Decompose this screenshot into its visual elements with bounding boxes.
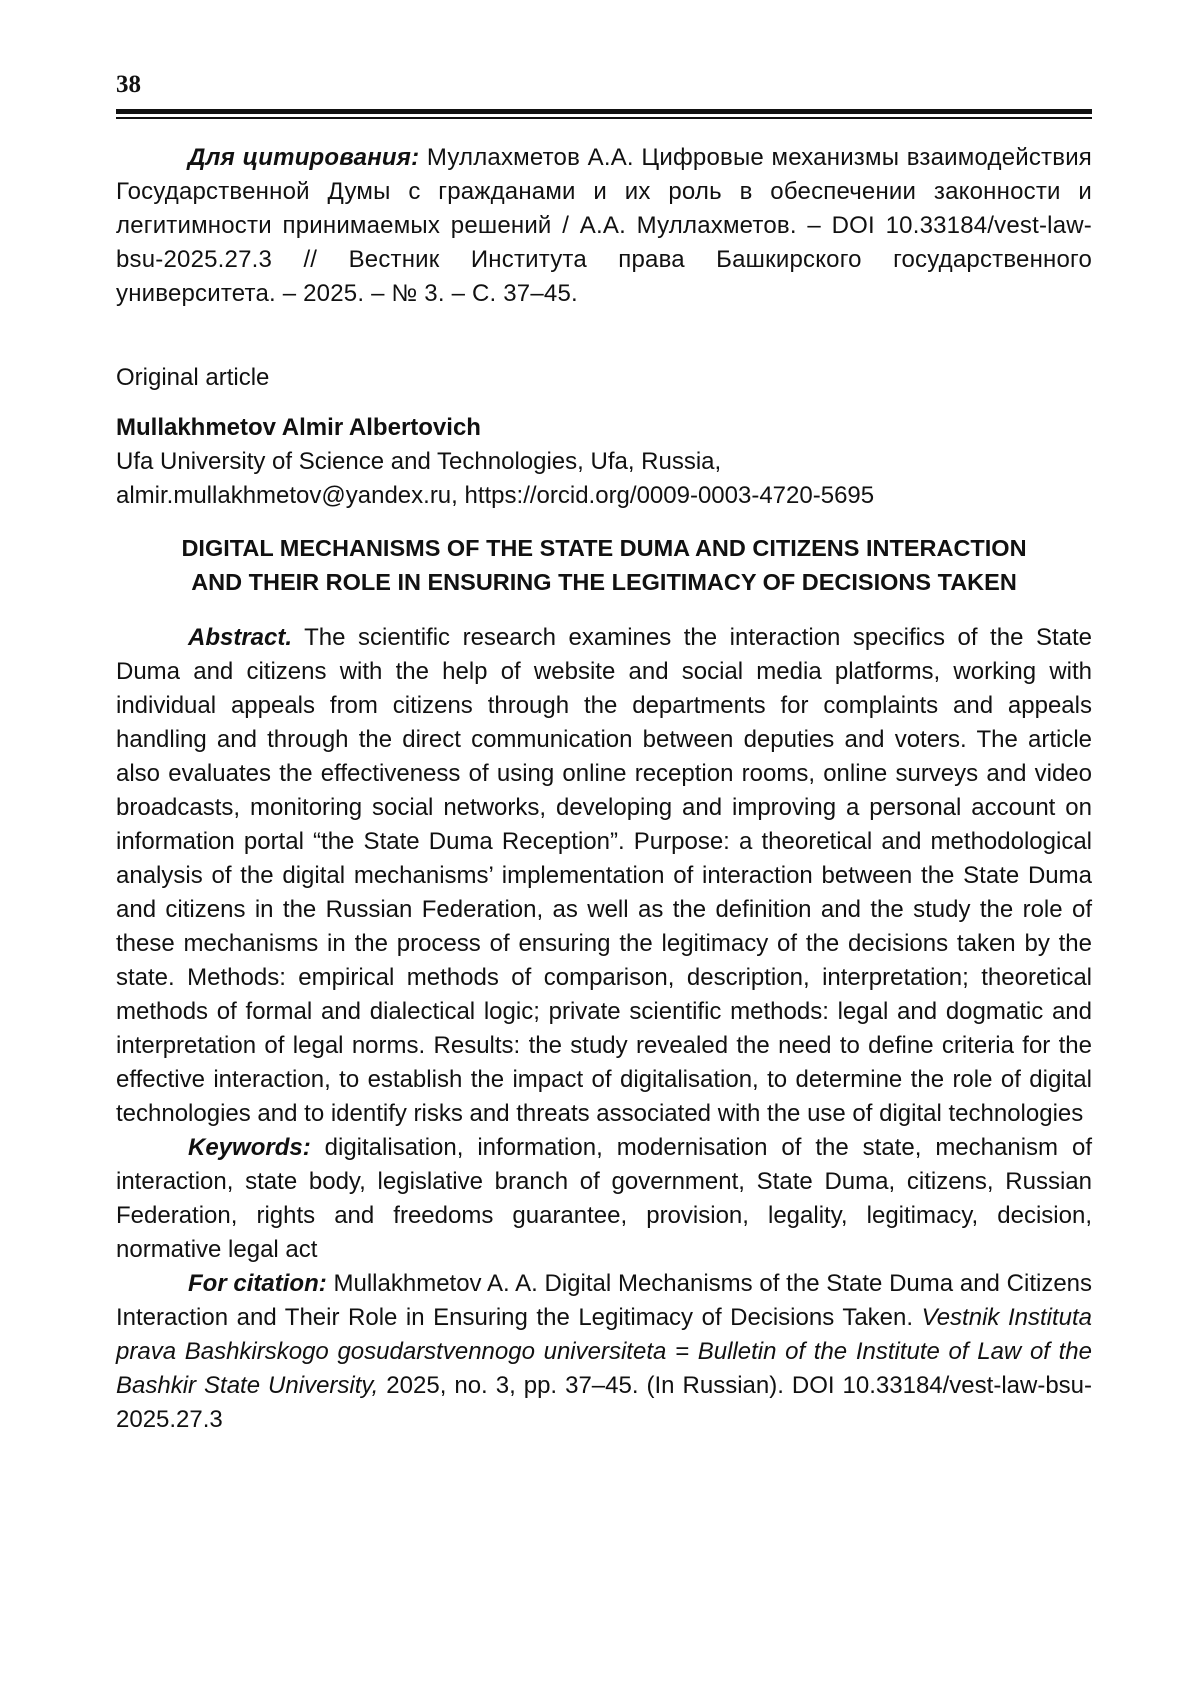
keywords	[116, 1131, 1092, 1267]
keywords-text: digitalisation, information, modernisation of the state, mechanism of interaction, state body, legislative branch of government, State Duma, citizens, Russian Federation, rights and freedoms guarantee, provision, legality, legitimacy, decision, normative legal act	[116, 1134, 1092, 1263]
keywords-lead: Keywords:	[188, 1134, 311, 1161]
spacer	[116, 599, 1092, 621]
citation-ru	[116, 141, 1092, 311]
header-rule-thin	[116, 117, 1092, 119]
article-type: Original article	[116, 364, 270, 391]
spacer	[116, 513, 1092, 531]
citation-en	[116, 1267, 1092, 1437]
citation-ru-text: Муллахметов А.А. Цифровые механизмы взаимодействия Государственной Думы с гражданами и их роль в обеспечении законности и легитимности принимаемых решений / А.А. Муллахметов. – DOI 10.33184/vest-law-bsu-2025.27.3 // Вестник Института права Башкирского государственного университета. – 2025. – № 3. – С. 37–45.	[116, 144, 1093, 307]
author-name: Mullakhmetov Almir Albertovich	[116, 414, 481, 441]
citation-en-text-after: 2025, no. 3, pp. 37–45. (In Russian). DOI 10.33184/vest-law-bsu-2025.27.3	[116, 1372, 1093, 1433]
citation-en-journal: Vestnik Instituta prava Bashkirskogo gosudarstvennogo universiteta = Bulletin of the Institute of Law of the Bashkir State University,	[116, 1304, 1093, 1399]
citation-en-text-before: Mullakhmetov A. A. Digital Mechanisms of the State Duma and Citizens Interaction and Their Role in Ensuring the Legitimacy of Decisions Taken.	[116, 1270, 1093, 1331]
article-title	[116, 531, 1092, 599]
article-title-line-1: DIGITAL MECHANISMS OF THE STATE DUMA AND CITIZENS INTERACTION	[181, 535, 1027, 561]
spacer	[116, 311, 1092, 361]
author-contacts: almir.mullakhmetov@yandex.ru, https://orcid.org/0009-0003-4720-5695	[116, 482, 875, 509]
spacer	[116, 395, 1092, 411]
article-title-line-2: AND THEIR ROLE IN ENSURING THE LEGITIMACY OF DECISIONS TAKEN	[191, 569, 1017, 595]
citation-en-lead: For citation:	[188, 1270, 327, 1297]
header-rule-thick	[116, 109, 1092, 114]
abstract-lead: Abstract.	[188, 624, 293, 651]
author-affiliation: Ufa University of Science and Technologies, Ufa, Russia,	[116, 448, 722, 475]
abstract-text: The scientific research examines the interaction specifics of the State Duma and citizens with the help of website and social media platforms, working with individual appeals from citizens through the departments for complaints and appeals handling and through the direct communication between deputies and voters. The article also evaluates the effectiveness of using online reception rooms, online surveys and video broadcasts, monitoring social networks, developing and improving a personal account on information portal “the State Duma Reception”. Purpose: a theoretical and methodological analysis of the digital mechanisms’ implementation of interaction between the State Duma and citizens in the Russian Federation, as well as the definition and the study the role of these mechanisms in the process of ensuring the legitimacy of the decisions taken by the state. Methods: empirical methods of comparison, description, interpretation; theoretical methods of formal and dialectical logic; private scientific methods: legal and dogmatic and interpretation of legal norms. Results: the study revealed the need to define criteria for the effective interaction, to establish the impact of digitalisation, to determine the role of digital technologies and to identify risks and threats associated with the use of digital technologies	[116, 624, 1092, 1127]
abstract	[116, 621, 1092, 1131]
article-content	[116, 141, 1092, 1437]
page-number: 38	[116, 71, 141, 98]
citation-ru-lead: Для цитирования:	[188, 144, 420, 171]
author-block	[116, 411, 1092, 513]
